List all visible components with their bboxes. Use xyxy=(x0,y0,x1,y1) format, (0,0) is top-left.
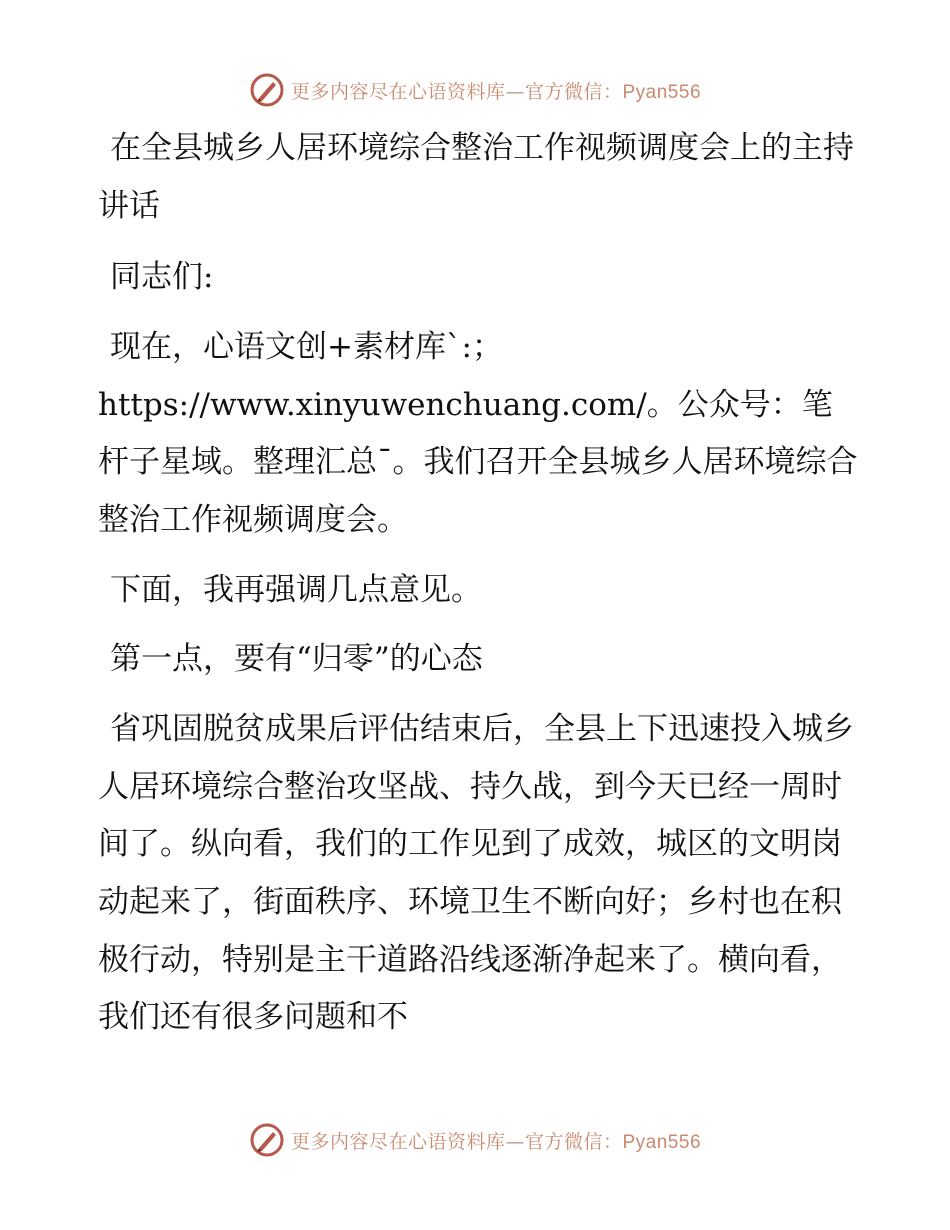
paragraph-text: 省巩固脱贫成果后评估结束后，全县上下迅速投入城乡人居环境综合整治攻坚战、持久战，到今天已经一周时间了。纵向看，我们的工作见到了成效，城区的文明岗动起来了，街面秩序、环境卫生不断向好；乡村也在积极行动，特别是主干道路沿线逐渐净起来了。横向看，我们还有很多问题和不 xyxy=(98,710,854,1036)
banner-contact-id: Pyan556 xyxy=(622,81,702,103)
banner-slogan: 更多内容尽在心语资料库 xyxy=(290,80,506,103)
paragraph-5 xyxy=(98,701,858,1047)
paragraph-text: 第一点，要有“归零”的心态 xyxy=(110,641,483,678)
paragraph-text: 下面，我再强调几点意见。 xyxy=(110,571,482,608)
header-banner xyxy=(0,70,950,110)
paragraph-1 xyxy=(98,249,858,307)
banner-contact-id: Pyan556 xyxy=(622,1131,702,1153)
banner-text xyxy=(291,77,701,104)
banner-slogan: 更多内容尽在心语资料库 xyxy=(290,1130,506,1153)
banner-dash: — xyxy=(505,1130,525,1153)
banner-dash: — xyxy=(505,80,525,103)
banner-text xyxy=(291,1127,701,1154)
paragraph-text: 现在，心语文创+素材库`:；https://www.xinyuwenchuang.com/。公众号：笔杆子星域。整理汇总¯。我们召开全县城乡人居环境综合整治工作视频调度会。 xyxy=(98,328,858,538)
banner-official: 官方微信： xyxy=(524,80,623,103)
pen-logo-icon xyxy=(249,1122,285,1158)
title-text: 在全县城乡人居环境综合整治工作视频调度会上的主持讲话 xyxy=(98,130,854,224)
paragraph-2 xyxy=(98,319,858,550)
paragraph-4 xyxy=(98,631,858,689)
pen-logo-icon xyxy=(249,72,285,108)
banner-official: 官方微信： xyxy=(524,1130,623,1153)
paragraph-text: 同志们: xyxy=(110,259,214,296)
document-body xyxy=(98,120,858,1059)
document-title xyxy=(98,120,858,235)
paragraph-3 xyxy=(98,562,858,620)
footer-banner xyxy=(0,1120,950,1160)
